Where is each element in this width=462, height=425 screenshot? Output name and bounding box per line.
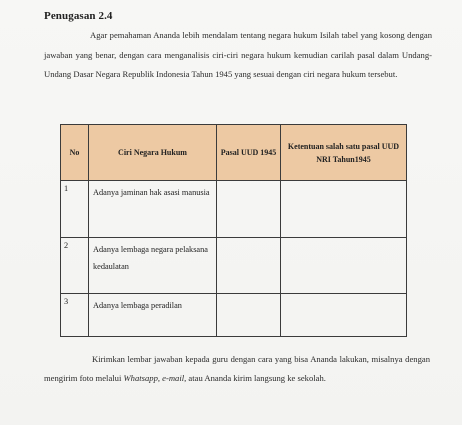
- header-ciri: Ciri Negara Hukum: [89, 125, 217, 181]
- row-ciri: Adanya jaminan hak asasi manusia: [89, 181, 217, 238]
- row-pasal-cell[interactable]: [217, 181, 281, 238]
- whatsapp-text: Whatsapp: [123, 373, 158, 383]
- row-number: 1: [61, 181, 89, 238]
- instruction-separator: ,: [157, 373, 163, 383]
- email-text: e-mail: [162, 373, 185, 383]
- row-ketentuan-cell[interactable]: [281, 181, 407, 238]
- assignment-heading: Penugasan 2.4: [44, 10, 113, 22]
- row-ketentuan-cell[interactable]: [281, 238, 407, 294]
- table-row: [61, 181, 407, 238]
- assignment-table: [60, 124, 407, 337]
- header-ketentuan: Ketentuan salah satu pasal UUD NRI Tahun1945: [281, 125, 407, 181]
- table-row: [61, 294, 407, 337]
- table-header-row: [61, 125, 407, 181]
- row-ciri: Adanya lembaga peradilan: [89, 294, 217, 337]
- row-pasal-cell[interactable]: [217, 294, 281, 337]
- header-pasal: Pasal UUD 1945: [217, 125, 281, 181]
- row-number: 3: [61, 294, 89, 337]
- row-pasal-cell[interactable]: [217, 238, 281, 294]
- intro-paragraph: Agar pemahaman Ananda lebih mendalam tentang negara hukum Isilah tabel yang kosong dengan jawaban yang benar, dengan cara menganalisis ciri-ciri negara hukum kemudian carilah pasal dalam Undang-Undang Dasar Negara Republik Indonesia Tahun 1945 yang sesuai dengan ciri negara hukum tersebut.: [44, 30, 432, 79]
- header-no: No: [61, 125, 89, 181]
- instruction-paragraph: [44, 350, 430, 388]
- row-ciri: Adanya lembaga negara pelaksana kedaulatan: [89, 238, 217, 294]
- table-row: [61, 238, 407, 294]
- instruction-text-start: Kirimkan lembar jawaban kepada guru dengan cara yang bisa Ananda lakukan, misalnya dengan mengirim foto melalui: [44, 354, 430, 383]
- instruction-text-end: , atau Ananda kirim langsung ke sekolah.: [184, 373, 326, 383]
- row-number: 2: [61, 238, 89, 294]
- row-ketentuan-cell[interactable]: [281, 294, 407, 337]
